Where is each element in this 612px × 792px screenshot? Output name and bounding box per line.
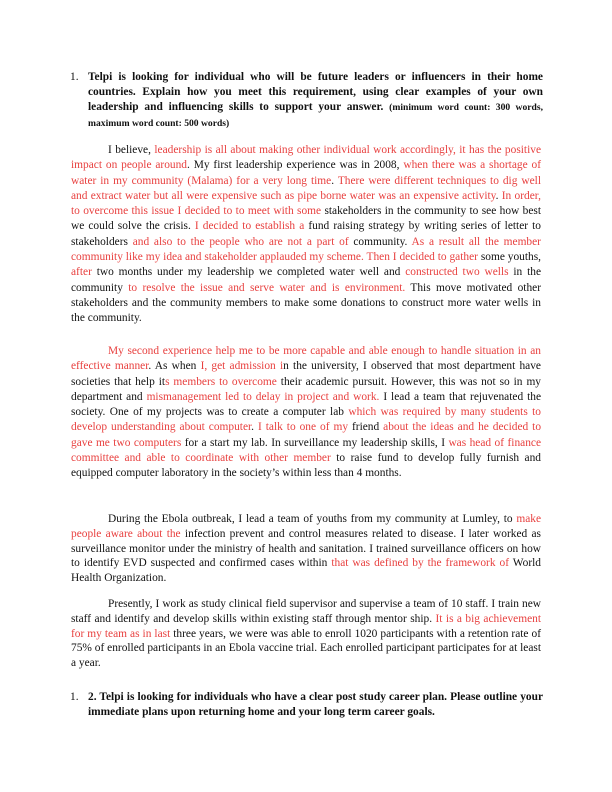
highlighted-text-run: There were different techniques to dig well and extract water but all were expensive such as pipe borne water was an expensive activity	[71, 174, 541, 202]
highlighted-text-run: s members to overcome	[165, 375, 281, 388]
text-run: stakeholders in the community to see how best we could solve the crisis.	[71, 205, 541, 233]
highlighted-text-run: make people aware about the	[71, 513, 541, 540]
text-run: in the community	[71, 266, 542, 294]
text-run: to raise fund to develop fully furnish and equipped computer laboratory in the society’s within less than 4 months.	[71, 452, 541, 480]
highlighted-text-run: which was required by many students to develop understanding about computer	[71, 406, 541, 434]
text-run: for a start my lab. In surveillance my leadership skills, I	[184, 436, 449, 449]
text-run: This move motivated other stakeholders and the community members to make some donations to construct more water wells in the community.	[71, 281, 541, 325]
question-2-text: 2. Telpi is looking for individuals who have a clear post study career plan. Please outline your immediate plans upon returning home and your long term career goals.	[88, 691, 543, 719]
text-run: two months under my leadership we completed water well and	[96, 266, 406, 279]
paragraph-water-well	[71, 143, 541, 327]
text-run: three years, we were was able to enroll 1020 participants with a retention rate of 75% of enrolled participants in an Ebola vaccine trial. Each enrolled participant participates for at least a year.	[71, 627, 541, 670]
text-run: friend	[351, 421, 384, 434]
text-run: World Health Organization.	[71, 557, 541, 585]
highlighted-text-run: was head of finance committee and able to coordinate with other member	[71, 436, 542, 465]
highlighted-text-run: leadership is all about making other individual work accordingly, it has the positive impact on people around	[71, 144, 542, 172]
text-run: their academic pursuit. However, this was not so in my department and	[71, 375, 541, 403]
question-1-heading	[70, 70, 543, 131]
text-run: community.	[353, 235, 412, 248]
highlighted-text-run: to resolve the issue and serve water and is environment.	[128, 281, 411, 294]
paragraph-ebola-outbreak	[71, 512, 541, 586]
highlighted-text-run: after	[71, 266, 97, 279]
highlighted-text-run: about the ideas and he decided to gave me two computers	[71, 421, 542, 449]
question-2-heading	[70, 690, 543, 720]
text-run: n the university, I observed that most department have societies that help it	[71, 360, 541, 388]
paragraph-field-supervisor	[71, 597, 541, 671]
list-number: 1.	[70, 71, 79, 83]
text-run: fund raising strategy by writing series of letter to stakeholders	[71, 220, 541, 248]
list-number: 1.	[70, 691, 79, 703]
text-run: .	[251, 421, 258, 434]
highlighted-text-run: and also to the people who are not a part of	[132, 235, 354, 248]
text-run: some youths,	[480, 251, 541, 264]
highlighted-text-run: I decided to establish a	[194, 220, 309, 233]
word-count-note: (minimum word count: 300 words, maximum word count: 500 words)	[88, 102, 543, 129]
text-run: . My first leadership experience was in 2008,	[187, 159, 404, 172]
paragraph-computer-lab	[71, 344, 541, 482]
highlighted-text-run: that was defined by the framework of	[331, 557, 513, 570]
highlighted-text-run: mismanagement led to delay in project and work.	[146, 390, 380, 403]
text-run: I lead a team that rejuvenated the society. One of my projects was to create a computer lab	[71, 390, 542, 419]
text-run: .	[495, 189, 502, 202]
question-1-text: Telpi is looking for individual who will be future leaders or influencers in their home countries. Explain how you meet this requirement, using clear examples of your own leadership and influencing skills to support your answer.	[88, 71, 543, 114]
highlighted-text-run: My second experience help me to be more capable and able enough to handle situation in an effective manner	[71, 345, 541, 373]
highlighted-text-run: It is a big achievement for my team as in last	[71, 612, 541, 640]
highlighted-text-run: I, get admission i	[200, 360, 284, 373]
text-run: infection prevent and control measures related to disease. I later worked as surveillance monitor under the ministry of health and sanitation. I trained surveillance officers on how to identify EVD suspected and confirmed cases within	[71, 527, 541, 570]
text-run: Presently, I work as study clinical field supervisor and supervise a team of 10 staff. I train new staff and identify and develop skills within existing staff through mentor ship.	[71, 598, 541, 625]
text-run: I believe,	[108, 144, 155, 156]
highlighted-text-run: In order, to overcome this issue I decided to to meet with some	[71, 189, 541, 218]
text-run: . As when	[148, 360, 201, 373]
highlighted-text-run: As a result all the member community like my idea and stakeholder applauded my scheme. Then I decided to gather	[71, 235, 541, 264]
text-run: During the Ebola outbreak, I lead a team of youths from my community at Lumley, to	[108, 513, 517, 525]
highlighted-text-run: constructed two wells	[405, 266, 514, 279]
highlighted-text-run: I talk to one of my	[257, 421, 352, 434]
highlighted-text-run: when there was a shortage of water in my community (Malama) for a very long time	[71, 159, 541, 187]
text-run: .	[331, 174, 338, 187]
